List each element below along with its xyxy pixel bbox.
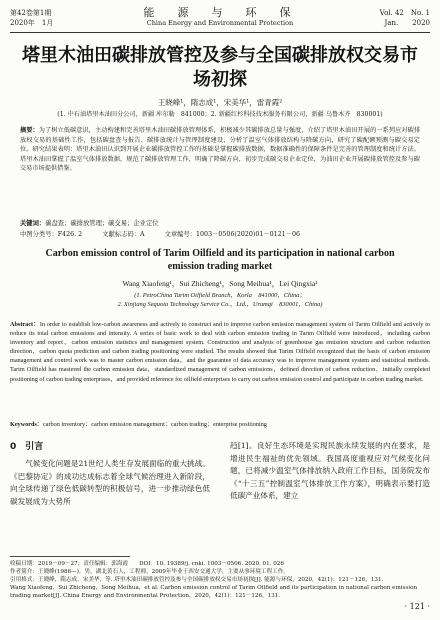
classification-line <box>20 230 420 239</box>
abstract-en <box>10 320 430 384</box>
header-volume-issue: 第42卷第1期 <box>10 9 52 17</box>
affiliation-en-1: (1. PetroChina Tarim Oilfield Branch，Korla 841000，China； <box>134 292 306 299</box>
running-header <box>10 6 430 33</box>
keywords-cn-text: 碳盘查；碳排放管理；碳交易；企业定位 <box>45 220 159 227</box>
section-heading: 0 引言 <box>10 442 44 452</box>
footnote-divider <box>10 556 130 557</box>
page-number: · 121 · <box>404 602 430 611</box>
citation-format: 引用格式：王晓峰，隋志成，宋美华，等. 塔里木油田碳排放管控及参与全国碳排放权交易市场初探[J]. 能源与环保，2020，42(1)：121－126，131. <box>10 577 384 583</box>
header-journal <box>10 6 430 28</box>
author-list-en: Wang Xiaofeng¹，Sui Zhicheng¹，Song Meihua¹，Lei Qingxia² <box>122 279 318 288</box>
keywords-en <box>10 420 430 429</box>
received-date: 收稿日期：2019－09－27；责任编辑：郭海霞 DOI：10. 19389/j. cnki. 1003－0506. 2020. 01. 026 <box>10 561 284 567</box>
header-date-en: Jan. 2020 <box>384 19 430 27</box>
affiliation-en-2: 2. Xinjiang Sequoia Technology Service Co.，Ltd.，Urumqi 830001，China) <box>117 301 323 308</box>
document-code: 文献标志码：A <box>102 231 145 238</box>
journal-name-cn: 能 源 与 环 保 <box>143 6 297 19</box>
keywords-cn-label: 关键词： <box>20 220 46 227</box>
abstract-cn-label: 摘要： <box>20 127 39 134</box>
abstract-en-label: Abstract： <box>10 321 40 328</box>
abstract-cn-text: 为了树立低碳意识，主动构建和完善塔里木油田碳排放管理体系，积极减少其碳排放总量与强度，介绍了塔里木油田开展的一系列应对碳排放权交易的基础性工作，包括碳盘查与报告、碳排放统计与管理制度建设、分析了温室气体排放结构与降碳方向，研究了碳配额预测与碳交易定位。研究结果表明：塔里木油田认识到开展企业碳排放管控工作的基础是掌握碳排放数据，数据准确性的保障条件是完善的管理制度和统计方法。塔里木油田掌握了温室气体排放数据，规范了碳排放管理工作，明确了降碳方向，初步完成碳交易企业定位，为油田企业开展碳排放管控及参与碳交易市场提供借鉴。 <box>20 127 421 172</box>
keywords-en-text: carbon inventory；carbon emission management；carbon trading；enterprise positioning <box>43 421 267 428</box>
affiliations: (1. 中石油塔里木油田分公司，新疆 库尔勒 841000；2. 新疆红杉科技技术服务有限公司，新疆 乌鲁木齐 830001) <box>57 111 383 118</box>
body-paragraph: 气候变化问题是21世纪人类生存发展面临的重大挑战。《巴黎协定》的成功达成标志着全球气候治理进入新阶段，向全球传递了绿色低碳转型的积极信号，进一步推动绿色低碳发展成为大势所 <box>10 459 210 506</box>
body-column-left <box>10 440 210 508</box>
author-bio: 作者简介：王晓峰(1986—)，男，湖北黄石人，工程师，2009年毕业于西安交通大学，主要从事环境工程工作。 <box>10 569 289 575</box>
paper-title: 塔里木油田碳排放管控及参与全国碳排放权交易市场初探 <box>22 45 418 90</box>
header-date: 2020年 1月 <box>10 19 54 27</box>
keywords-en-label: Keywords： <box>10 421 43 428</box>
abstract-cn <box>20 126 420 174</box>
footnotes <box>10 560 430 600</box>
journal-name-en: China Energy and Environmental Protection <box>146 19 294 27</box>
abstract-en-text: In order to establish low-carbon awareness and actively to construct and to improve carbon emission management system of Tarim Oilfield and actively to reduce its total carbon emissions and intensity. A series of basic work to deal with carbon emission trading in Tarim Oilfield were introduced，including carbon inventory and report，carbon emission statistics and management system. Construction and analysis of greenhouse gas emission structure and carbon reduction direction，carbon quota prediction and carbon trading positioning were studied. The results showed that Tarim Oilfield recognized that the basis of carbon emission management and control work was to master carbon emission data，and the guarantee of data accuracy was to improve management system and statistical methods. Tarim Oilfield has mastered the carbon emission data，standardized management of carbon emissions，defined direction of carbon reduction，initially completed positioning of carbon trading enterprises，and provided reference for oilfield enterprises to carry out carbon emission control and participate in carbon trading market. <box>10 321 431 383</box>
author-list: 王晓峰¹，隋志成¹，宋美华¹，雷青霞² <box>157 98 283 107</box>
affiliations-en <box>0 291 440 309</box>
keywords-cn <box>20 219 420 228</box>
body-column-right <box>230 440 430 503</box>
header-issue-en <box>380 8 430 28</box>
article-number: 文章编号：1003－0506(2020)01－0121－06 <box>164 231 300 238</box>
body-paragraph-continued: 趋[1]。良好生态环境是实现民族永续发展的内在要求，是增进民生福祉的优先领域。我国高度重视应对气候变化问题，已将减少温室气体排放纳入政府工作目标，国务院发布《“十三五”控制温室气体排放工作方案》，明确表示要打造低碳产业体系，建立 <box>230 441 430 500</box>
paper-title-en: Carbon emission control of Tarim Oilfield and its participation in national carbon emission trading market <box>45 248 395 272</box>
header-volume-en: Vol. 42 No. 1 <box>379 9 430 17</box>
clc-number: 中图分类号：F426. 2 <box>20 231 83 238</box>
citation-format-en: Wang Xiaofeng，Sui Zhicheng，Song Meihua，et al. Carbon emission control of Tarim Oilfield and its participation in national carbon emission trading market[J]. China Energy and Environmental Protection，2020，42(1)：121－126，131. <box>10 585 418 599</box>
